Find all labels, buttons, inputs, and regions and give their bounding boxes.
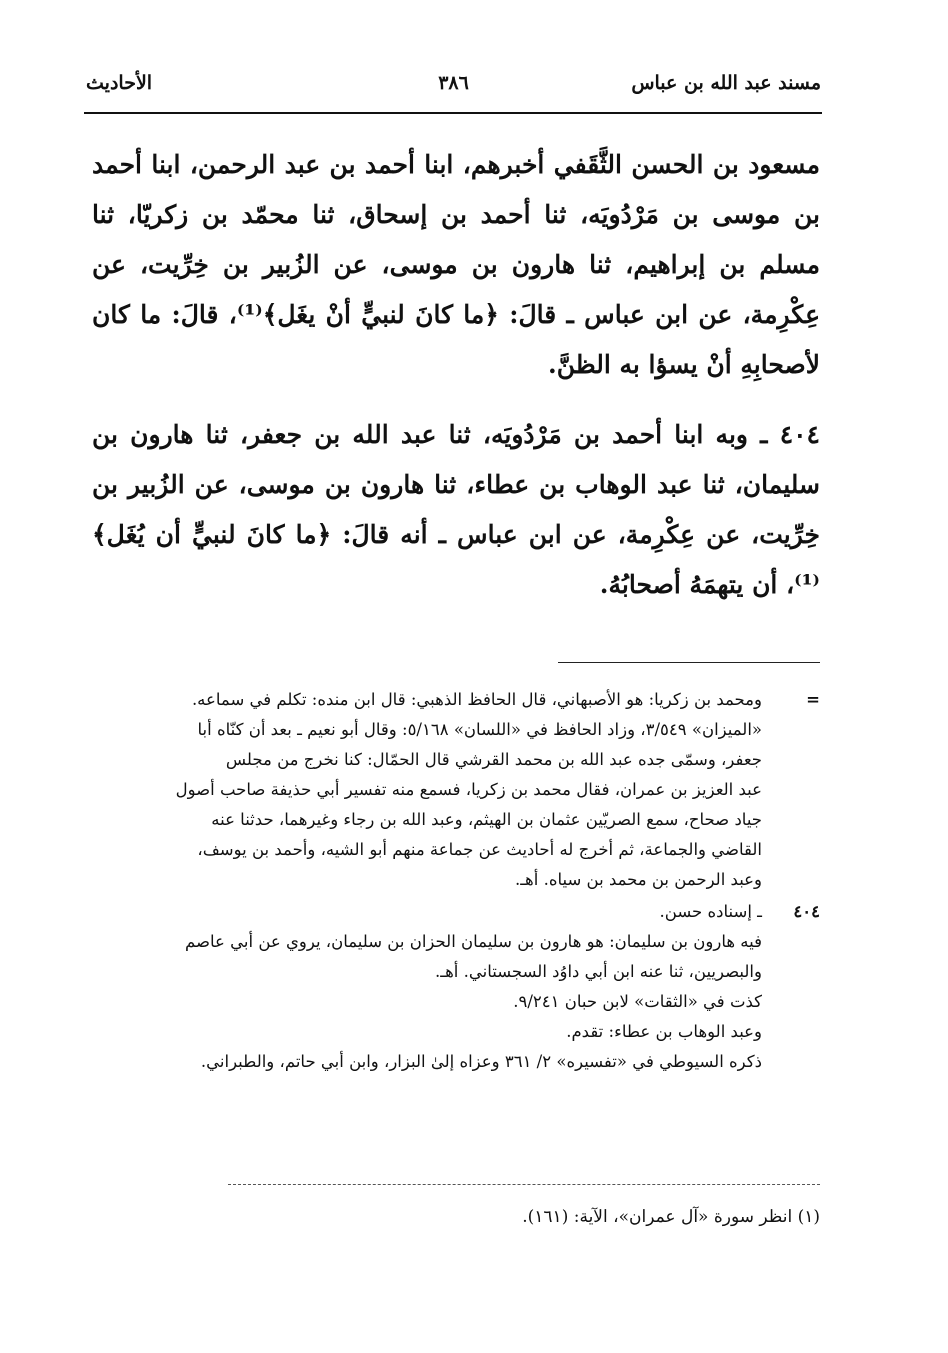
paragraph-1: مسعود بن الحسن الثَّقَفي أخبرهم، ابنا أحمد بن عبد الرحمن، ابنا أحمد بن موسى بن مَرْدُويَه، ثنا أحمد بن إسحاق، ثنا محمّد بن زكريّا، ثنا مسلم بن إبراهيم، ثنا هارون بن موسى، عن الزُبير بن خِرِّيت، عن عِكْرِمة، عن ابن عباس ـ قالَ: ﴿ما كانَ لنبيٍّ أنْ يغَل﴾⁽¹⁾، قالَ: ما كان لأصحابِهِ أنْ يسؤا به الظنَّ. [92,150,820,379]
footnote-separator [228,1184,820,1185]
note-line: ذكره السيوطي في «تفسيره» ٢/ ٣٦١ وعزاه إلىٰ البزار، وابن أبي حاتم، والطبراني. [200,1052,762,1071]
continuation-mark: = [806,690,820,709]
note-line: جياد صحاح، سمع الصريّين عثمان بن الهيثم، وعبد الله بن رجاء وغيرهما، حدثنا عنه [211,810,762,829]
main-text [92,140,820,610]
note-line: وعبد الرحمن بن محمد بن سياه. أهـ. [514,870,762,889]
note-line: وعبد الوهاب بن عطاء: تقدم. [566,1022,762,1041]
page-number: ٣٨٦ [438,72,469,94]
note-404 [98,897,820,1077]
hadith-number: ٤٠٤ [779,420,820,449]
commentary-notes [98,685,820,1077]
book-title: مسند عبد الله بن عباس [631,72,821,94]
note-line: جعفر، وسمّى جده عبد الله بن محمد القرشي قال الحمّال: كنا نخرج من مجلس [225,750,762,769]
note-line: عبد العزيز بن عمران، فقال محمد بن زكريا، فسمع منه تفسير أبي حذيفة صاحب أصول [175,780,762,799]
note-line: فيه هارون بن سليمان: هو هارون بن سليمان الحزان بن سليمان، يروي عن أبي عاصم [185,932,762,951]
page-header [86,72,821,102]
hadith-404-text: ـ وبه ابنا أحمد بن مَرْدُويَه، ثنا عبد الله بن جعفر، ثنا هارون بن سليمان، ثنا عبد الوهاب بن عطاء، ثنا هارون بن موسى، عن الزُبير بن خِرِّيت، عن عِكْرِمة، عن ابن عباس ـ أنه قالَ: ﴿ما كانَ لنبيٍّ أن يُغَل﴾⁽¹⁾، أن يتهمَهُ أصحابُهُ. [92,420,820,599]
note-line: ومحمد بن زكريا: هو الأصبهاني، قال الحافظ الذهبي: قال ابن منده: تكلم في سماعه. [191,690,762,709]
note-line: «الميزان» ٣/٥٤٩، وزاد الحافظ في «اللسان» ٥/١٦٨: وقال أبو نعيم ـ بعد أن كنّاه أبا [197,720,762,739]
footnote-1: (١) انظر سورة «آل عمران»، الآية: (١٦١). [522,1207,820,1227]
note-line: القاضي والجماعة، ثم أخرج له أحاديث عن جماعة منهم أبو الشيه، وأحمد بن يوسف، [197,840,762,859]
note-line: ـ إسناده حسن. [659,902,762,921]
note-line: والبصريين، ثنا عنه ابن أبي داوُد السجستاني. أهـ. [435,962,762,981]
section-title: الأحاديث [86,72,153,94]
note-continuation [98,685,820,895]
header-rule [84,112,822,114]
note-404-mark: ٤٠٤ [793,902,820,921]
paragraph-404 [92,410,820,610]
notes-separator [558,662,820,663]
note-line: كذت في «الثقات» لابن حبان ٩/٢٤١. [513,992,762,1011]
